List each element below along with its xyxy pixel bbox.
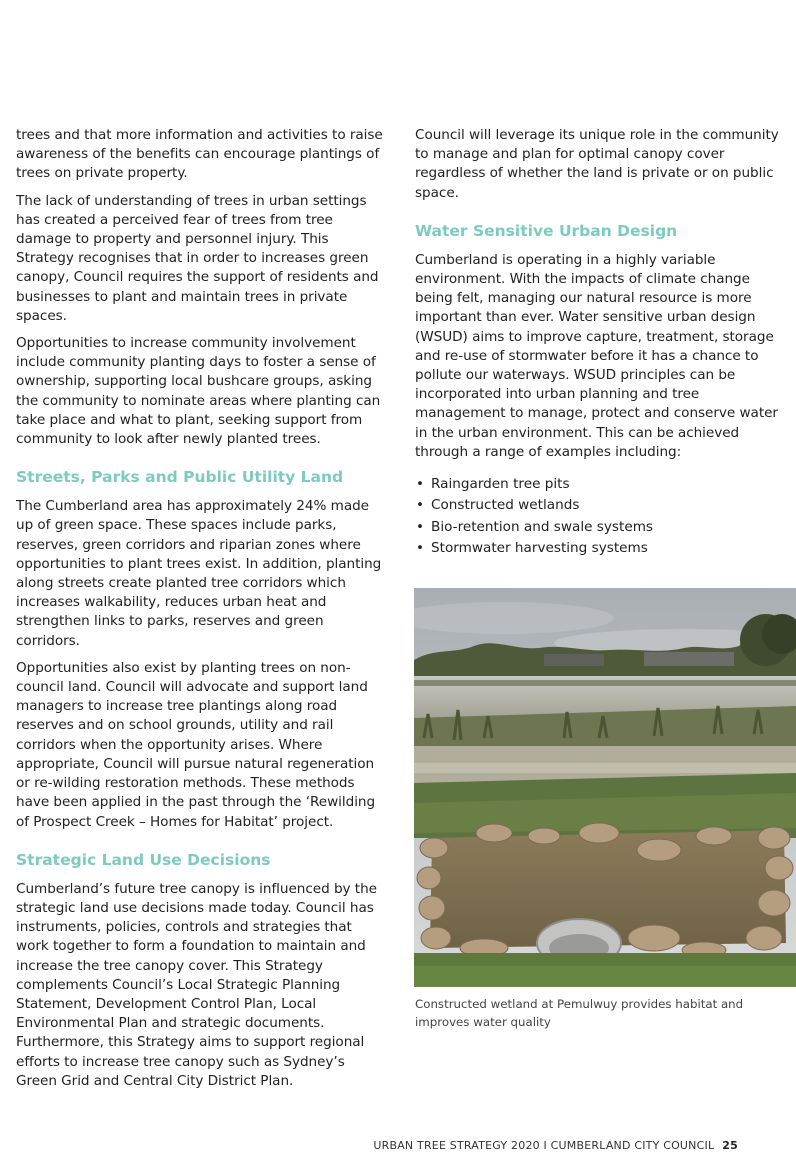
right-column [415,126,785,560]
paragraph: Opportunities also exist by planting trees on non-council land. Council will advocate and support land managers to increase tree plantings along road reserves and on school grounds, utility and rail corridors when the opportunity arises. Where appropriate, Council will pursue natural regeneration or re-wilding restoration methods. These methods have been applied in the past through the ‘Rewilding of Prospect Creek – Homes for Habitat’ project. [16,659,376,830]
heading-strategic-land-use: Strategic Land Use Decisions [16,850,271,869]
list-item: • Bio-retention and swale systems [415,517,785,538]
paragraph: The Cumberland area has approximately 24% made up of green space. These spaces include parks, reserves, green corridors and riparian zones where opportunities to plant trees exist. In addition, planting along streets create planted tree corridors which increases walkability, reduces urban heat and strengthen links to parks, reserves and green corridors. [16,498,382,649]
paragraph: Council will leverage its unique role in the community to manage and plan for optimal canopy cover regardless of whether the land is private or on public space. [415,127,779,201]
heading-streets-parks: Streets, Parks and Public Utility Land [16,468,344,487]
page-number: 25 [722,1139,738,1152]
paragraph: trees and that more information and activities to raise awareness of the benefits can encourage plantings of trees on private property. [16,127,383,182]
page-footer [373,1139,738,1152]
paragraph: The lack of understanding of trees in urban settings has created a perceived fear of trees from tree damage to property and personnel injury. This Strategy recognises that in order to increases green canopy, Council requires the support of residents and businesses to plant and maintain trees in private spaces. [16,192,379,324]
photo-caption: Constructed wetland at Pemulwuy provides habitat and improves water quality [415,997,744,1029]
list-item: • Constructed wetlands [415,495,785,516]
wsud-examples-list [415,474,785,560]
paragraph: Cumberland is operating in a highly variable environment. With the impacts of climate change being felt, managing our natural resource is more important than ever. Water sensitive urban design (WSUD) aims to improve capture, treatment, storage and re-use of stormwater before it has a chance to pollute our waterways. WSUD principles can be incorporated into urban planning and tree management to manage, protect and conserve water in the urban environment. This can be achieved through a range of examples including: [415,251,778,460]
left-column [16,126,384,1099]
wetland-photo [414,588,796,987]
paragraph: Opportunities to increase community involvement include community planting days to foster a sense of ownership, supporting local bushcare groups, asking the community to nominate areas where planting can take place and what to plant, seeking support from community to look after newly planted trees. [16,335,381,448]
list-item: • Stormwater harvesting systems [415,538,785,559]
list-item: • Raingarden tree pits [415,474,785,495]
footer-text: URBAN TREE STRATEGY 2020 I CUMBERLAND CITY COUNCIL [373,1139,715,1152]
paragraph: Cumberland’s future tree canopy is influenced by the strategic land use decisions made today. Council has instruments, policies, controls and strategies that work together to form a foundation to maintain and increase the tree canopy cover. This Strategy complements Council’s Local Strategic Planning Statement, Development Control Plan, Local Environmental Plan and strategic documents. Furthermore, this Strategy aims to support regional efforts to increase tree canopy such as Sydney’s Green Grid and Central City District Plan. [16,880,377,1089]
heading-water-sensitive-urban-design: Water Sensitive Urban Design [415,221,678,240]
